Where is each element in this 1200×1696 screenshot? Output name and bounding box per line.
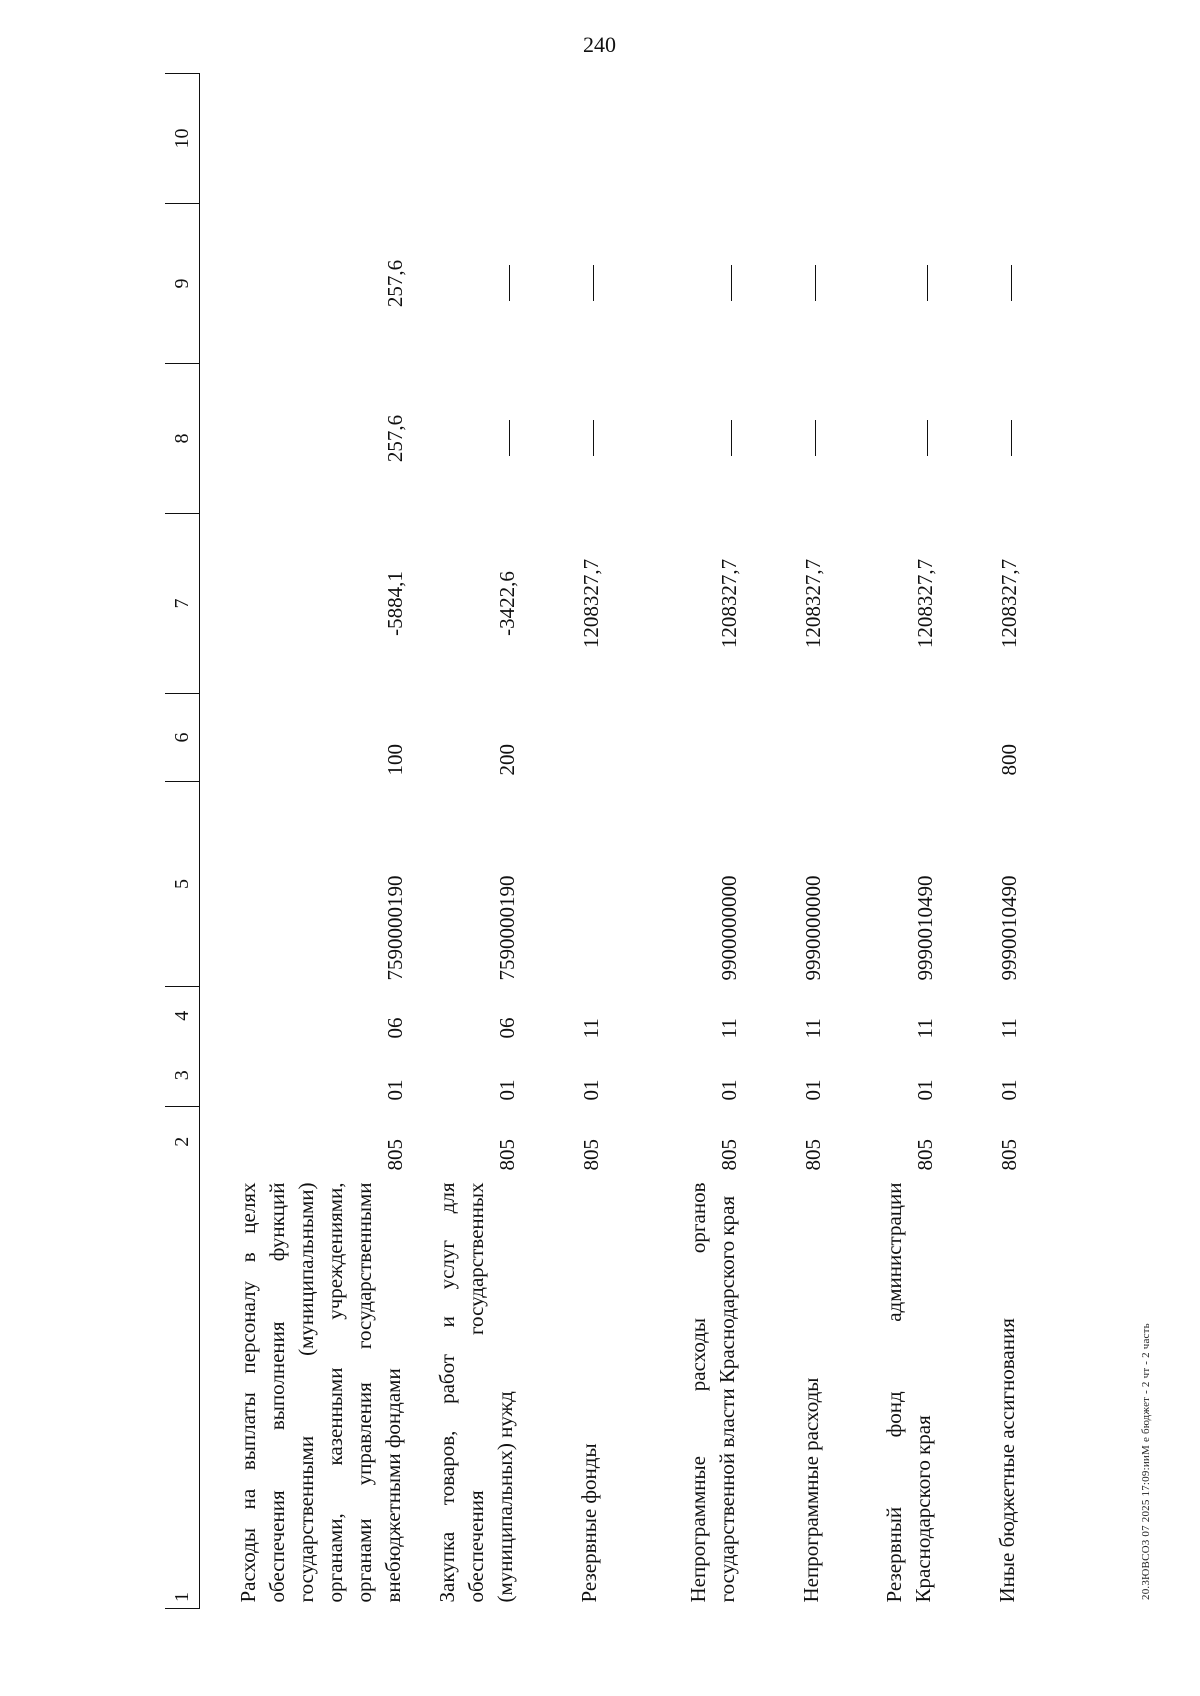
cell-c3: 805 bbox=[495, 1139, 519, 1171]
cell-c3: 805 bbox=[579, 1139, 603, 1171]
header-cell: 9 bbox=[165, 204, 200, 364]
table-row bbox=[748, 74, 832, 1609]
cell-c9-dash bbox=[944, 364, 1028, 514]
header-cell: 1 bbox=[165, 1177, 200, 1609]
table-row bbox=[832, 74, 944, 1609]
cell-c4: 01 bbox=[579, 1079, 603, 1101]
cell-c4: 01 bbox=[717, 1079, 741, 1101]
cell-c5: 11 bbox=[579, 1018, 603, 1039]
cell-c9-dash bbox=[610, 364, 748, 514]
header-cell: 8 bbox=[165, 364, 200, 514]
header-cell: 3 bbox=[165, 1045, 200, 1107]
cell-c3: 805 bbox=[997, 1139, 1021, 1171]
header-cell: 5 bbox=[165, 782, 200, 987]
cell-c6: 7590000190 bbox=[383, 875, 407, 981]
cell-c8: 1208327,7 bbox=[997, 558, 1021, 649]
cell-c10-dash bbox=[944, 204, 1028, 364]
cell-c5: 06 bbox=[383, 1017, 407, 1039]
table-row bbox=[944, 74, 1028, 1609]
cell-c10-dash bbox=[610, 204, 748, 364]
row-name: Непрограммные расходы bbox=[799, 1377, 823, 1603]
cell-c9-dash bbox=[748, 364, 832, 514]
cell-c9-dash bbox=[414, 364, 526, 514]
cell-c6 bbox=[526, 782, 610, 987]
cell-c5: 11 bbox=[717, 1018, 741, 1039]
cell-c8: 1208327,7 bbox=[913, 558, 937, 649]
cell-c10-dash bbox=[414, 204, 526, 364]
header-cell: 2 bbox=[165, 1107, 200, 1177]
header-cell: 10 bbox=[165, 74, 200, 204]
cell-c10-dash bbox=[526, 204, 610, 364]
cell-c7 bbox=[610, 694, 748, 782]
cell-c5: 11 bbox=[801, 1018, 825, 1039]
cell-c4: 01 bbox=[495, 1079, 519, 1101]
cell-c7 bbox=[526, 694, 610, 782]
cell-c4: 01 bbox=[383, 1079, 407, 1101]
cell-c9-dash bbox=[526, 364, 610, 514]
cell-c8: -3422,6 bbox=[495, 571, 519, 636]
cell-c9: 257,6 bbox=[383, 414, 407, 463]
cell-c7 bbox=[832, 694, 944, 782]
cell-c10: 257,6 bbox=[383, 259, 407, 308]
row-name: Непрограммные расходы органов государственной власти Краснодарского края bbox=[686, 1182, 739, 1603]
page-number: 240 bbox=[583, 32, 616, 57]
row-name: Закупка товаров, работ и услуг для обеспечения государственных (муниципальных) нужд bbox=[435, 1182, 517, 1603]
header-cell: 4 bbox=[165, 987, 200, 1045]
cell-c5: 11 bbox=[997, 1018, 1021, 1039]
cell-c3: 805 bbox=[913, 1139, 937, 1171]
cell-c4: 01 bbox=[913, 1079, 937, 1101]
cell-c3: 805 bbox=[717, 1139, 741, 1171]
row-name: Резервный фонд администрации Краснодарского края bbox=[882, 1182, 935, 1603]
header-cell: 7 bbox=[165, 514, 200, 694]
cell-c8: -5884,1 bbox=[383, 571, 407, 636]
table-row bbox=[526, 74, 610, 1609]
row-name: Иные бюджетные ассигнования bbox=[995, 1318, 1019, 1603]
cell-c7: 800 bbox=[997, 744, 1021, 776]
cell-c10-dash bbox=[832, 204, 944, 364]
cell-c4: 01 bbox=[801, 1079, 825, 1101]
cell-c6: 9990000000 bbox=[801, 875, 825, 981]
row-name: Резервные фонды bbox=[577, 1443, 601, 1603]
cell-c9-dash bbox=[832, 364, 944, 514]
cell-c8: 1208327,7 bbox=[801, 558, 825, 649]
cell-c6: 9900000000 bbox=[717, 875, 741, 981]
cell-c7: 200 bbox=[495, 744, 519, 776]
cell-c4: 01 bbox=[997, 1079, 1021, 1101]
header-cell: 6 bbox=[165, 694, 200, 782]
cell-c7: 100 bbox=[383, 744, 407, 776]
table-row bbox=[610, 74, 748, 1609]
cell-c3: 805 bbox=[801, 1139, 825, 1171]
table-header-row bbox=[165, 74, 200, 1609]
table-row bbox=[414, 74, 526, 1609]
footer-code: 20.3ЮВСО3 07 2025 17:09:ииM е бюджет - 2 чт - 2 часть bbox=[1140, 1323, 1152, 1600]
table-row bbox=[200, 74, 415, 1609]
cell-c7 bbox=[748, 694, 832, 782]
row-name: Расходы на выплаты персоналу в целях обеспечения выполнения функций государственными (муниципальными) органами, казенными учреждениями, органами управления государственными внебюджетными фондами bbox=[236, 1182, 405, 1603]
budget-table bbox=[165, 73, 1028, 1609]
budget-table-rotated bbox=[165, 74, 1021, 1609]
cell-c6: 9990010490 bbox=[997, 875, 1021, 981]
cell-c8: 1208327,7 bbox=[579, 558, 603, 649]
cell-c5: 11 bbox=[913, 1018, 937, 1039]
cell-c3: 805 bbox=[383, 1139, 407, 1171]
cell-c5: 06 bbox=[495, 1017, 519, 1039]
cell-c10-dash bbox=[748, 204, 832, 364]
cell-c8: 1208327,7 bbox=[717, 558, 741, 649]
cell-c6: 7590000190 bbox=[495, 875, 519, 981]
cell-c6: 9990010490 bbox=[913, 875, 937, 981]
